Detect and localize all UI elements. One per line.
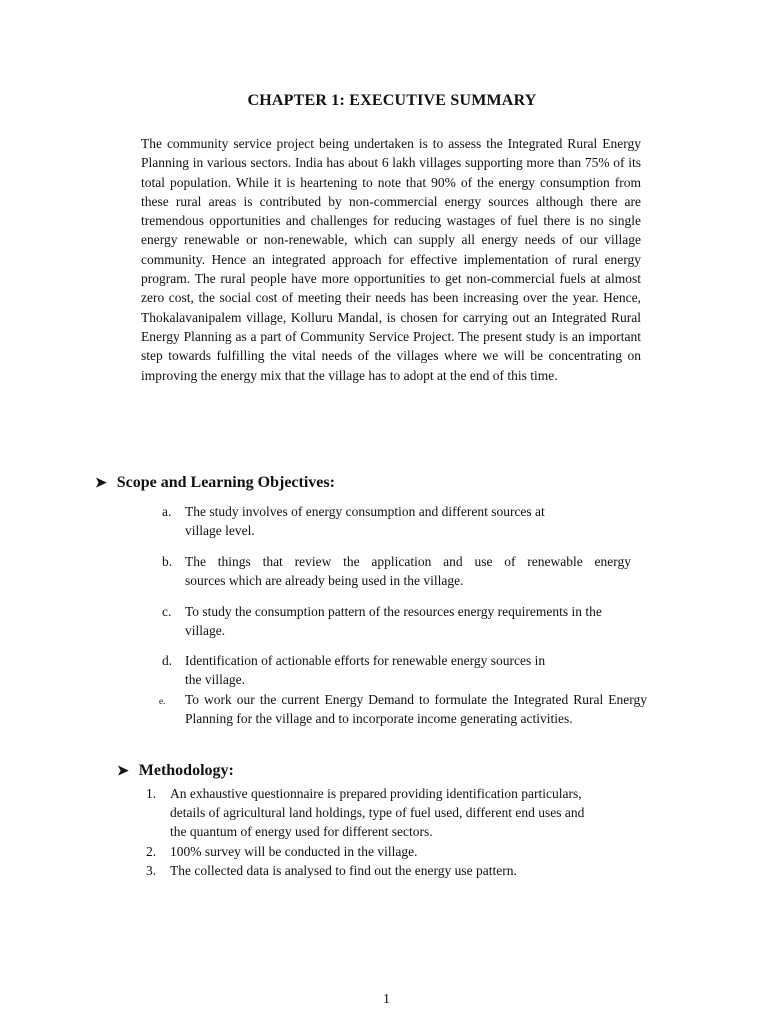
methodology-line: 100% survey will be conducted in the village. [170, 844, 418, 859]
executive-summary-paragraph: The community service project being undertaken is to assess the Integrated Rural Energy Planning in various sectors. India has about 6 lakh villages supporting more than 75% of its total population. While it is heartening to note that 90% of the energy consumption from these rural areas is contributed by non-commercial energy sources although there are tremendous opportunities and challenges for reducing wastages of fuel there is no single energy renewable or non-renewable, which can supply all energy needs of our village community. Hence an integrated approach for effective implementation of rural energy program. The rural people have more opportunities to get non-commercial fuels at almost zero cost, the social cost of meeting their needs has been increasing over the year. Hence, Thokalavanipalem village, Kolluru Mandal, is chosen for carrying out an Integrated Rural Energy Planning as a part of Community Service Project. The present study is an important step towards fulfilling the vital needs of the villages where we will be concentrating on improving the energy mix that the village has to adopt at the end of this time. [141, 136, 641, 383]
objective-line: To study the consumption pattern of the resources energy requirements in the [185, 604, 602, 619]
arrow-bullet-icon: ➤ [117, 763, 129, 779]
list-marker: 3. [146, 863, 157, 878]
objective-line: The study involves of energy consumption and different sources at [185, 504, 545, 519]
objective-line: village level. [185, 523, 255, 538]
list-marker: 2. [146, 844, 157, 859]
methodology-heading [117, 762, 234, 780]
scope-heading-text: Scope and Learning Objectives: [116, 474, 335, 491]
objective-line: sources which are already being used in the village. [185, 573, 464, 588]
chapter-title: CHAPTER 1: EXECUTIVE SUMMARY [247, 92, 537, 109]
arrow-bullet-icon: ➤ [95, 475, 107, 491]
objective-item-c [162, 602, 675, 640]
objective-line: Identification of actionable efforts for renewable energy sources in [185, 653, 546, 668]
list-marker: a. [162, 504, 172, 519]
methodology-item-1 [146, 784, 650, 841]
list-marker: e. [159, 696, 166, 706]
methodology-item-2 [146, 842, 650, 861]
list-marker: 1. [146, 786, 157, 801]
methodology-line: The collected data is analysed to find out the energy use pattern. [170, 863, 517, 878]
objective-line: village. [185, 623, 226, 638]
page-number: 1 [383, 992, 390, 1007]
list-marker: b. [162, 554, 173, 569]
methodology-line: An exhaustive questionnaire is prepared providing identification particulars, [170, 786, 582, 801]
objective-item-b [162, 552, 631, 590]
objective-item-a [162, 502, 645, 540]
list-marker: d. [162, 653, 173, 668]
scope-heading [95, 474, 335, 492]
methodology-line: details of agricultural land holdings, type of fuel used, different end uses and [170, 805, 585, 820]
objective-item-d [162, 651, 645, 689]
objective-line: the village. [185, 672, 245, 687]
methodology-line: the quantum of energy used for different sectors. [170, 824, 433, 839]
objective-item-e [159, 690, 647, 728]
methodology-item-3 [146, 861, 650, 880]
list-marker: c. [162, 604, 172, 619]
objective-line: The things that review the application and use of renewable energy [185, 554, 631, 569]
methodology-heading-text: Methodology: [138, 762, 234, 779]
objective-text: To work our the current Energy Demand to formulate the Integrated Rural Energy Planning for the village and to incorporate income generating activities. [185, 692, 647, 726]
